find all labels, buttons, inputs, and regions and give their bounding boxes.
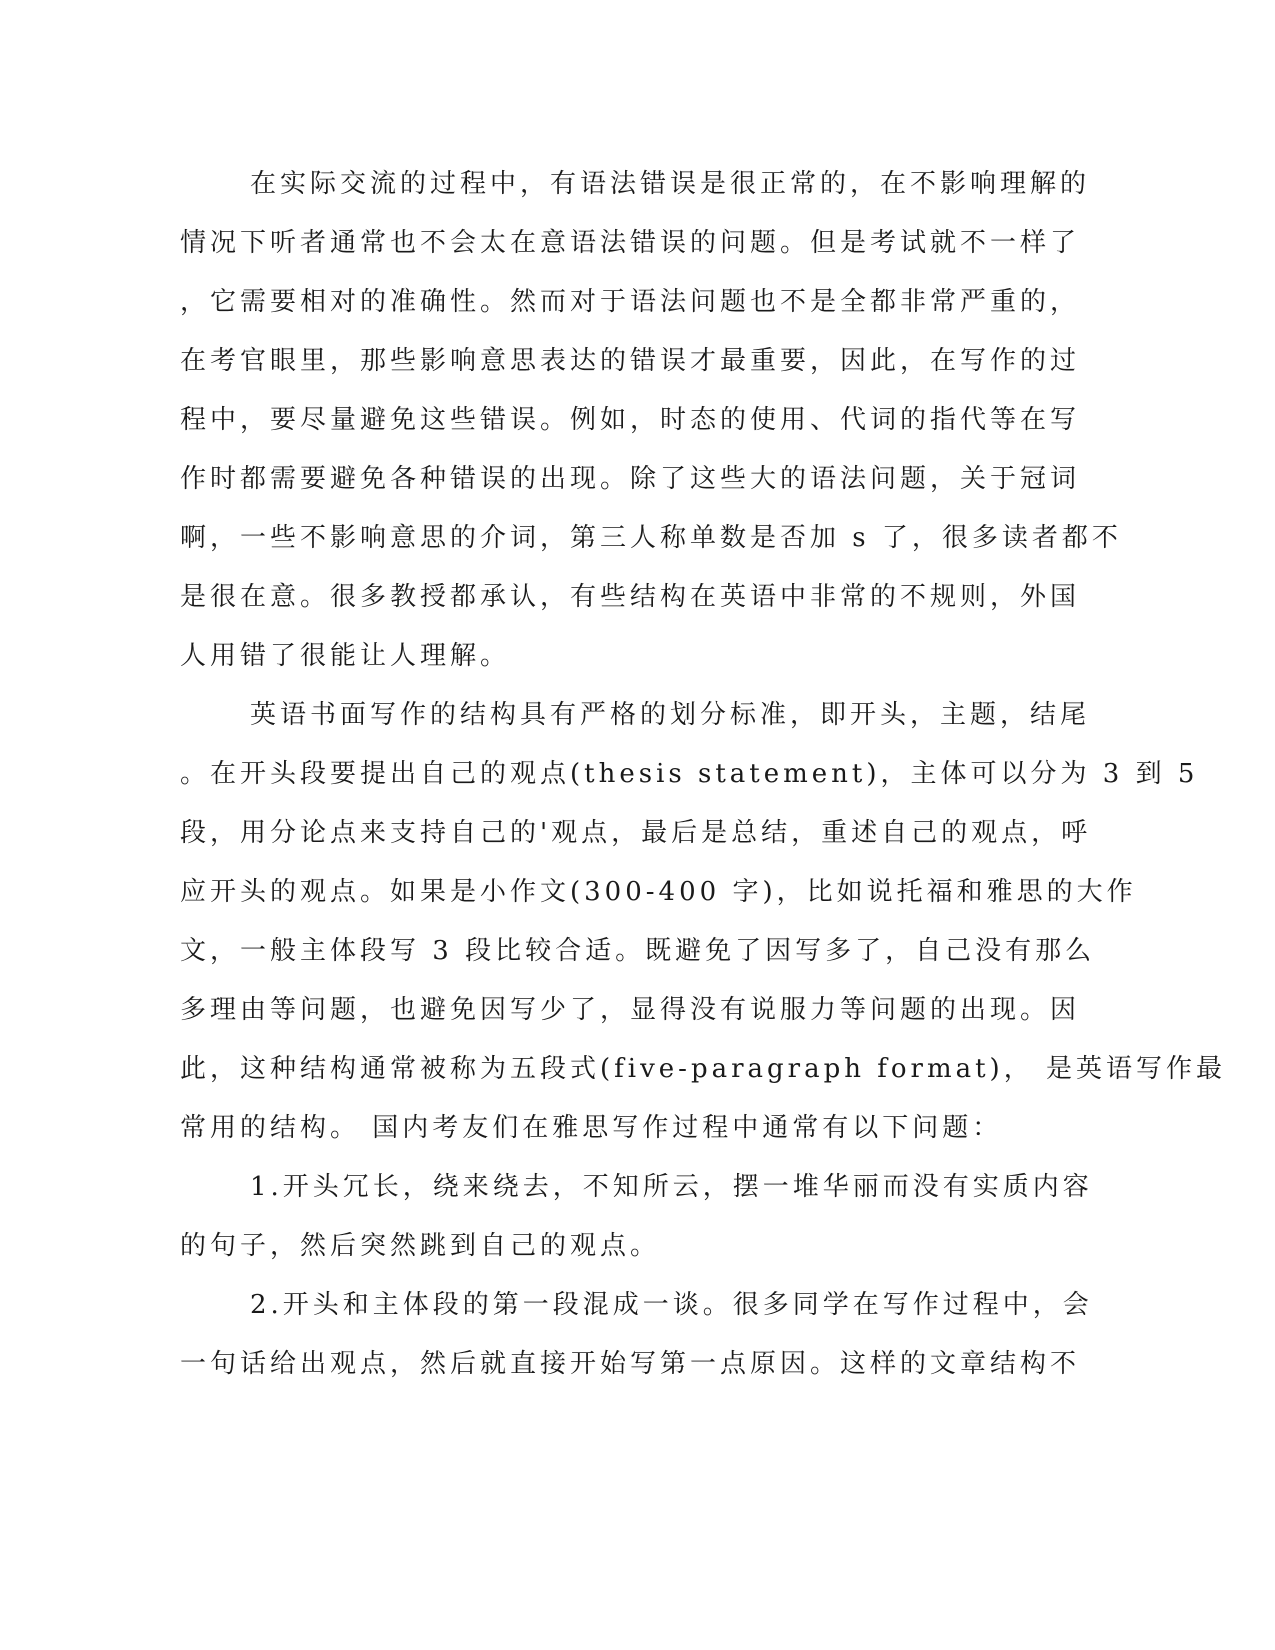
text-line: 应开头的观点。如果是小作文(300-400 字)，比如说托福和雅思的大作 xyxy=(180,877,1137,907)
paragraph-essay-structure xyxy=(180,686,1226,1158)
text-line: 2.开头和主体段的第一段混成一谈。很多同学在写作过程中，会 xyxy=(250,1290,1093,1320)
text-line: 作时都需要避免各种错误的出现。除了这些大的语法问题，关于冠词 xyxy=(180,464,1081,494)
paragraph-grammar-errors xyxy=(180,155,1122,686)
text-line: 情况下听者通常也不会太在意语法错误的问题。但是考试就不一样了 xyxy=(180,228,1081,258)
text-line: 啊，一些不影响意思的介词，第三人称单数是否加 s 了，很多读者都不 xyxy=(180,523,1122,553)
text-line: 一句话给出观点，然后就直接开始写第一点原因。这样的文章结构不 xyxy=(180,1349,1081,1379)
text-line: 在考官眼里，那些影响意思表达的错误才最重要，因此，在写作的过 xyxy=(180,346,1081,376)
text-line: 1.开头冗长，绕来绕去，不知所云，摆一堆华丽而没有实质内容 xyxy=(250,1172,1093,1202)
text-line: 人用错了很能让人理解。 xyxy=(180,641,511,671)
text-line: ，它需要相对的准确性。然而对于语法问题也不是全都非常严重的， xyxy=(180,287,1081,317)
text-line: 的句子，然后突然跳到自己的观点。 xyxy=(180,1231,661,1261)
text-line: 此，这种结构通常被称为五段式(five-paragraph format)， 是英语写作最 xyxy=(180,1054,1226,1084)
paragraph-problem-1 xyxy=(180,1158,1093,1276)
text-line: 英语书面写作的结构具有严格的划分标准，即开头，主题，结尾 xyxy=(250,700,1091,730)
text-line: 在实际交流的过程中，有语法错误是很正常的，在不影响理解的 xyxy=(250,169,1091,199)
text-line: 是很在意。很多教授都承认，有些结构在英语中非常的不规则，外国 xyxy=(180,582,1081,612)
paragraph-problem-2 xyxy=(180,1276,1093,1394)
text-line: 段，用分论点来支持自己的'观点，最后是总结，重述自己的观点，呼 xyxy=(180,818,1092,848)
text-line: 常用的结构。 国内考友们在雅思写作过程中通常有以下问题： xyxy=(180,1113,1003,1143)
text-line: 。在开头段要提出自己的观点(thesis statement)，主体可以分为 3 到 5 xyxy=(180,759,1199,789)
document-body xyxy=(180,155,1226,1394)
text-line: 程中，要尽量避免这些错误。例如，时态的使用、代词的指代等在写 xyxy=(180,405,1081,435)
text-line: 文，一般主体段写 3 段比较合适。既避免了因写多了，自己没有那么 xyxy=(180,936,1096,966)
text-line: 多理由等问题，也避免因写少了，显得没有说服力等问题的出现。因 xyxy=(180,995,1081,1025)
